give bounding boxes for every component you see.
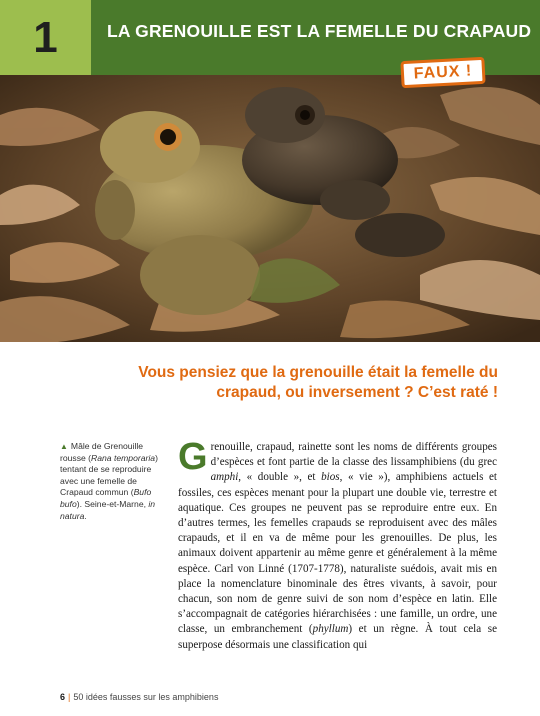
body-bios: bios	[321, 471, 340, 484]
caption-species-2: Bufo bufo	[60, 487, 152, 509]
body-text-4: ) et un règne. À tout cela se superpose désormais une classification qui	[178, 623, 498, 651]
caption-text-2: ) tentant de se reproduire avec une femelle de Crapaud commun (	[60, 452, 158, 498]
caption-in-natura: in natura	[60, 498, 156, 521]
caption-text-1: Mâle de Grenouille rousse (	[60, 441, 144, 463]
body-phyllum: phyllum	[312, 623, 349, 636]
page-number: 6	[60, 692, 66, 702]
body-text-3: , « vie »), amphibiens actuels et fossiles, ces espèces menant pour la plupart une double vie, terrestre et aquatique. Ces groupes ne peuvent pas se reproduire entre eux. En d’autres termes, les femelles crapauds se reproduisent avec des mâles crapauds, et il en va de même pour les grenouilles. De plus, les animaux doivent appartenir au même genre et généralement à la même espèce. Carl von Linné (1707-1778), naturaliste suédois, avait mis en place la nomenclature binominale des êtres vivants, à savoir, pour chacun, son nom de genre suivi de son nom d’espèce en latin. Elle s’accompagnait de catégories hiérarchisées : une famille, un ordre, une classe, un embranchement (	[178, 471, 497, 636]
chapter-title: LA GRENOUILLE EST LA FEMELLE DU CRAPAUD	[107, 21, 532, 41]
body-paragraph	[178, 436, 498, 653]
caption-end: .	[84, 510, 87, 521]
body-amphi: amphi	[210, 471, 239, 484]
photo-caption	[60, 441, 160, 522]
page-footer	[60, 692, 218, 702]
caption-species-1: Rana temporaria	[91, 452, 156, 463]
caption-text-3: ). Seine-et-Marne,	[76, 498, 149, 509]
subtitle: Vous pensiez que la grenouille était la femelle du crapaud, ou inversement ? C’est raté !	[138, 364, 498, 401]
footer-separator: |	[68, 692, 71, 702]
book-title: 50 idées fausses sur les amphibiens	[73, 692, 219, 702]
body-text-2: , « double », et	[238, 471, 322, 484]
chapter-number-block	[0, 0, 91, 75]
frog-toad-photo	[0, 75, 540, 342]
drop-cap: G	[178, 436, 208, 478]
body-text-1: renouille, crapaud, rainette sont les noms de différents groupes d’espèces et font partie de la classe des lissamphibiens (du grec	[210, 441, 497, 469]
caption-marker: ▲	[60, 442, 68, 451]
verdict-badge	[400, 57, 485, 88]
verdict-text: FAUX !	[413, 61, 473, 83]
chapter-number: 1	[33, 12, 58, 62]
